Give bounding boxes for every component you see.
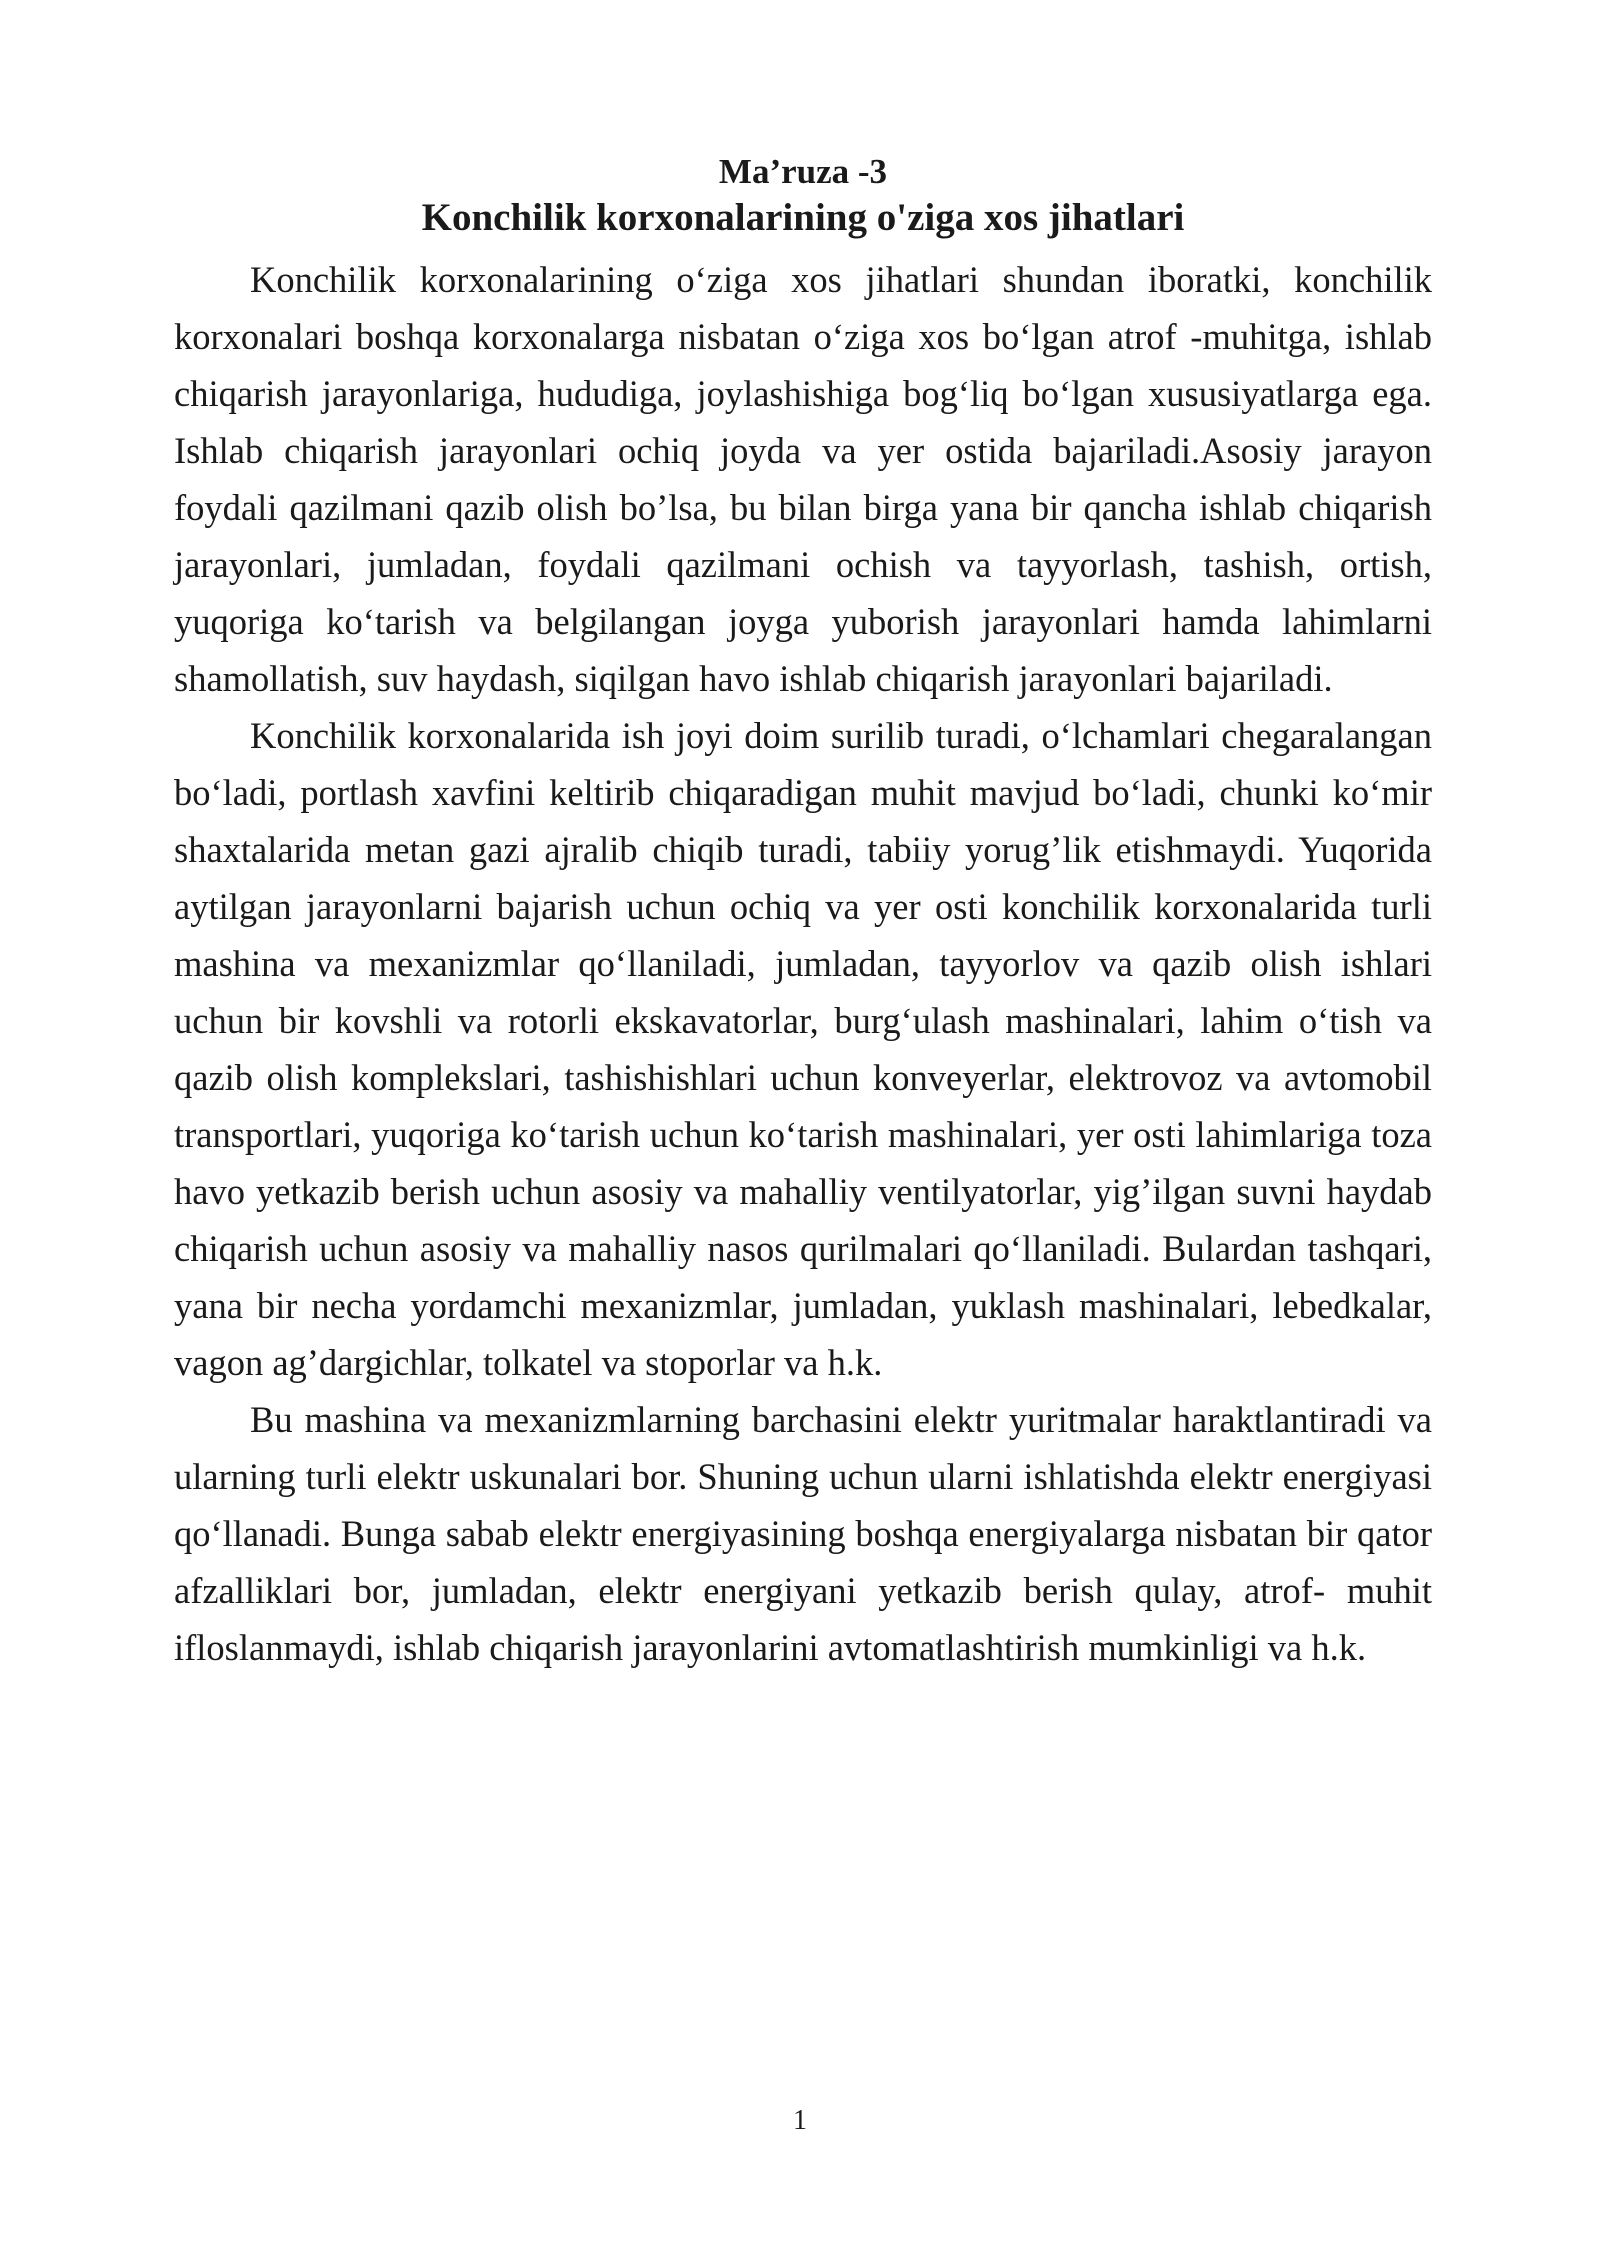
paragraph-3: Bu mashina va mexanizmlarning barchasini elektr yuritmalar haraktlantiradi va ularning turli elektr uskunalari bor. Shuning uchun ularni ishlatishda elektr energiyasi qo‘llanadi. Bunga sabab elektr energiyasining boshqa energiyalarga nisbatan bir qator afzalliklari bor, jumladan, elektr energiyani yetkazib berish qulay, atrof- muhit ifloslanmaydi, ishlab chiqarish jarayonlarini avtomatlashtirish mumkinligi va h.k.: [174, 1399, 1432, 1668]
lecture-header: [174, 152, 1432, 244]
body-text: [174, 251, 1432, 1676]
paragraph-1: Konchilik korxonalarining o‘ziga xos jihatlari shundan iboratki, konchilik korxonalari boshqa korxonalarga nisbatan o‘ziga xos bo‘lgan atrof -muhitga, ishlab chiqarish jarayonlariga, hududiga, joylashishiga bog‘liq bo‘lgan xususiyatlarga ega. Ishlab chiqarish jarayonlari ochiq joyda va yer ostida bajariladi.Asosiy jarayon foydali qazilmani qazib olish bo’lsa, bu bilan birga yana bir qancha ishlab chiqarish jarayonlari, jumladan, foydali qazilmani ochish va tayyorlash, tashish, ortish, yuqoriga ko‘tarish va belgilangan joyga yuborish jarayonlari hamda lahimlarni shamollatish, suv haydash, siqilgan havo ishlab chiqarish jarayonlari bajariladi.: [174, 259, 1432, 699]
page-number: 1: [793, 2105, 807, 2136]
paragraph-2: Konchilik korxonalarida ish joyi doim surilib turadi, o‘lchamlari chegaralangan bo‘ladi, portlash xavfini keltirib chiqaradigan muhit mavjud bo‘ladi, chunki ko‘mir shaxtalarida metan gazi ajralib chiqib turadi, tabiiy yorug’lik etishmaydi. Yuqorida aytilgan jarayonlarni bajarish uchun ochiq va yer osti konchilik korxonalarida turli mashina va mexanizmlar qo‘llaniladi, jumladan, tayyorlov va qazib olish ishlari uchun bir kovshli va rotorli ekskavatorlar, burg‘ulash mashinalari, lahim o‘tish va qazib olish komplekslari, tashishishlari uchun konveyerlar, elektrovoz va avtomobil transportlari, yuqoriga ko‘tarish uchun ko‘tarish mashinalari, yer osti lahimlariga toza havo yetkazib berish uchun asosiy va mahalliy ventilyatorlar, yig’ilgan suvni haydab chiqarish uchun asosiy va mahalliy nasos qurilmalari qo‘llaniladi. Bulardan tashqari, yana bir necha yordamchi mexanizmlar, jumladan, yuklash mashinalari, lebedkalar, vagon ag’dargichlar, tolkatel va stoporlar va h.k.: [174, 715, 1432, 1383]
lecture-number: Ma’ruza -3: [718, 152, 888, 191]
lecture-title: Konchilik korxonalarining o'ziga xos jihatlari: [421, 196, 1185, 239]
